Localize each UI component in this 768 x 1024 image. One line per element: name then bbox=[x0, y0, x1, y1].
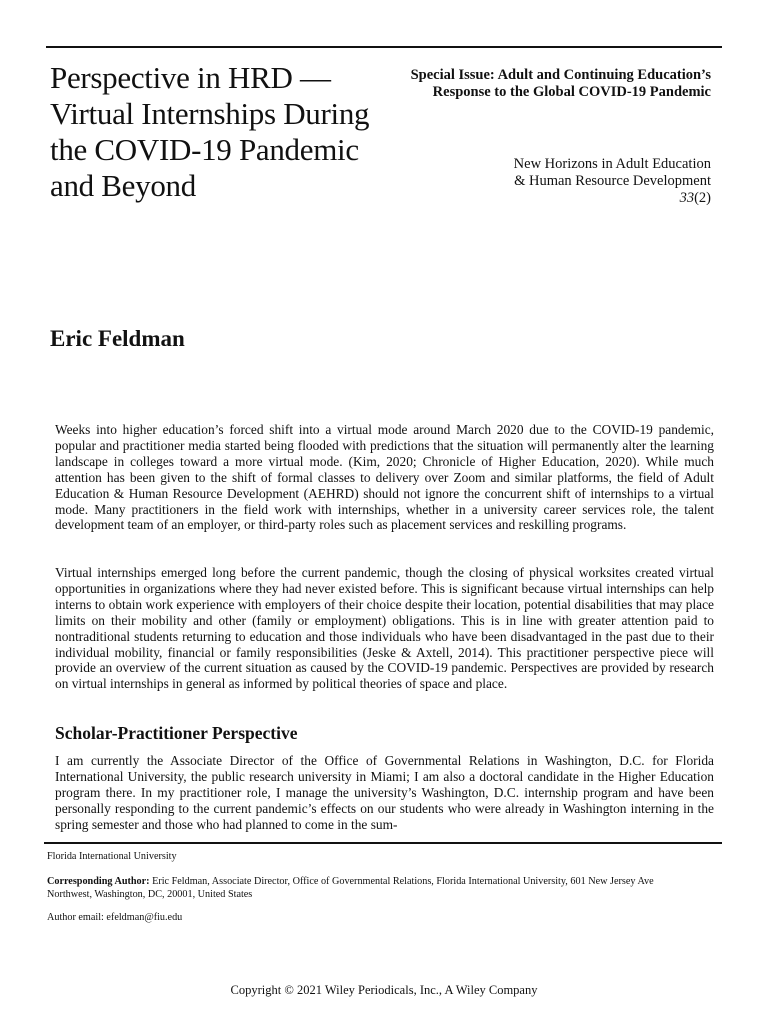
header-rule bbox=[46, 46, 722, 48]
volume-number: 33 bbox=[679, 190, 695, 206]
body-paragraph-3: I am currently the Associate Director of the Office of Governmental Relations in Washington, D.C. for Florida International University, the public research university in Miami; I am also a doctoral candidate in the Higher Education program there. In my practitioner role, I manage the university’s Washington, D.C. internship program and have been personally responding to the current pandemic’s effects on our students who were already in Washington interning in the spring semester and those who had planned to come in the sum- bbox=[55, 753, 714, 832]
corresponding-author-label: Corresponding Author: bbox=[47, 876, 150, 887]
article-title: Perspective in HRD — Virtual Internships During the COVID-19 Pandemic and Beyond bbox=[50, 60, 370, 203]
issue-number: (2) bbox=[694, 190, 711, 206]
special-issue-label: Special Issue: Adult and Continuing Education’s Response to the Global COVID-19 Pandemic bbox=[410, 67, 711, 100]
journal-name-line2: & Human Resource Development bbox=[514, 173, 711, 189]
journal-name-line1: New Horizons in Adult Education bbox=[513, 156, 711, 172]
volume-issue bbox=[391, 190, 711, 207]
author-name: Eric Feldman bbox=[50, 326, 185, 351]
body-paragraph-2: Virtual internships emerged long before the current pandemic, though the closing of physical worksites created virtual opportunities in organizations where they had never existed before. This is significant because virtual internships can help interns to obtain work experience with employers of their choice despite their location, potential disabilities that may place limits on their mobility and other (family or employment) obligations. This is in line with greater attention paid to nontraditional students returning to education and those individuals who have been disadvantaged in the past due to their individual mobility, financial or family responsibilities (Jeske & Axtell, 2014). This practitioner perspective piece will provide an overview of the current situation as caused by the COVID-19 pandemic. Perspectives are provided by research on virtual internships in general as informed by political theories of space and place. bbox=[55, 565, 714, 692]
corresponding-author-note bbox=[47, 875, 687, 901]
corresponding-author-details: Eric Feldman, Associate Director, Office of Governmental Relations, Florida International University, 601 New Jersey Ave Northwest, Washington, DC, 20001, United States bbox=[47, 876, 654, 900]
author-affiliation: Florida International University bbox=[47, 851, 177, 862]
journal-info bbox=[391, 156, 711, 207]
body-paragraph-1: Weeks into higher education’s forced shift into a virtual mode around March 2020 due to the COVID-19 pandemic, popular and practitioner media started being flooded with predictions that the situation will permanently alter the learning landscape in colleges toward a more virtual mode. (Kim, 2020; Chronicle of Higher Education, 2020). While much attention has been given to the shift of formal classes to delivery over Zoom and similar platforms, the field of Adult Education & Human Resource Development (AEHRD) should not ignore the concurrent shift of internships to a virtual mode. Many practitioners in the field work with internships, whether in a university career services role, the talent development team of an employer, or third-party roles such as placement services and reskilling programs. bbox=[55, 422, 714, 533]
copyright-notice: Copyright © 2021 Wiley Periodicals, Inc., A Wiley Company bbox=[230, 983, 538, 997]
section-heading: Scholar-Practitioner Perspective bbox=[55, 723, 298, 743]
footnote-rule bbox=[44, 842, 722, 844]
author-email[interactable]: Author email: efeldman@fiu.edu bbox=[47, 912, 183, 923]
